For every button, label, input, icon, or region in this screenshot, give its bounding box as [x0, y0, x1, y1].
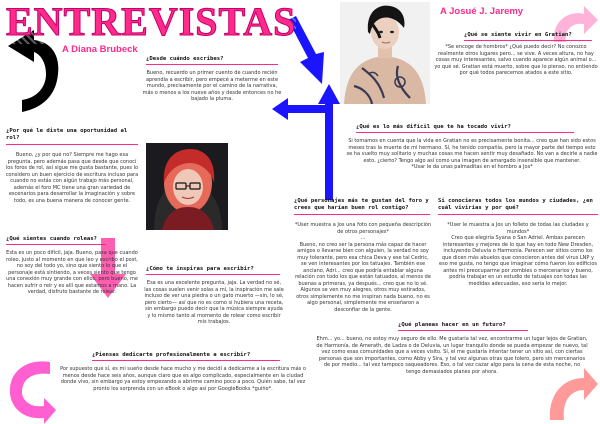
- question-left-5: ¿Piensas dedicarte profesionalmente a escribir?: [92, 352, 280, 361]
- answer-left-3: Esta es un poco difícil, jaja. Bueno, pasa que cuando roleo, justo al momento en que leo y escribo el post, no soy del todo yo, sino que siento lo que el personaje está sintiendo, a veces siento que tengo una conexión muy grande con ellos, pero bueno, me hacen sufrir o reír y es allí que estamos a mano. La verdad, disfruto bastante de rolear.: [6, 250, 138, 295]
- question-left-3: ¿Qué sientes cuando roleas?: [6, 236, 106, 245]
- answer-left-4: Esa es una excelente pregunta, jaja. La verdad no sé, las cosas suelen venir solas a mí, la inspiración me sale incluso de ver una piedra o un gato muerto —sin, lo sé, pero cierto— así que no es como si hubiera una receta, sin embargo puedo decir que la música siempre ayuda y lo mismo tanto al momento de rolear como escribir mis trabajos.: [144, 280, 284, 325]
- answer-right-3: *User muestra a Jos una foto con pequeña descripción de otros personajes* ... Bueno, no creo ser la persona más capaz de hacer amigos o llevarse bien con alguien, la verdad no soy muy tolerante, pero esa chica Deva y ese tal Cedric, se ven interesantes por los tatuajes. También ese anciano, Adri... creo que podría entablar alguna relación con todo los que están tatuados, al menos de buenas a primeras, ya después... creo que no lo sé. Algunos se ven muy alegres, otros muy estirados, otros simplemente no me inspiran nada bueno, no es algo personal, simplemente me enseñaron a desconfiar de la gente.: [294, 222, 432, 313]
- question-left-1: ¿Desde cuándo escribes?: [146, 56, 278, 65]
- question-right-3: ¿Qué personajes más te gustan del foro y crees que harían buen rol contigo?: [294, 198, 430, 215]
- question-left-2: ¿Por qué le diste una oportunidad al rol?: [6, 128, 138, 145]
- josue-photo: [340, 2, 430, 104]
- answer-right-1: *Se encoge de hombros* ¿Qué puedo decir? No conozco realmente otros lugares pero... se vive. A veces altura, no hay cosas muy interesantes, salvo cuando aparece algún animal o... yo qué sé. Gratian está muerto, sobre que lo pienso, no entiendo por qué todos parecemos atados a este sitio.: [434, 44, 598, 76]
- magenta-curved-arrow-icon: [0, 352, 58, 424]
- answer-left-5: Por supuesto que sí, es mi sueño desde hace mucho y me decidí a dedicarme a la escritura más o menos desde hace seis años, aunque claro que es algo complicado, especialmente en la ciudad donde vivo, sin embargo ya estoy empezando a abrirme camino poco a poco. Quién sabe, tal vez pronto los sorprenda con un eBook o algo así por GoogleBooks *guiño*.: [60, 366, 306, 392]
- page-title: ENTREVISTAS: [6, 0, 297, 44]
- question-right-1: ¿Qué se siente vivir en Gratian?: [464, 32, 592, 41]
- diana-photo: [146, 143, 228, 230]
- answer-left-1: Bueno, recuerdo un primer cuento de cuando recién aprendía a escribir, pero empecé a meterme en este mundo, precisamente por el camino de la narrativa, más o menos a los nueve años y desde entonces no he bajado la pluma.: [142, 70, 282, 102]
- answer-right-4: *User le muestra a Jos un folleto de todas las ciudades y mundos* Creo que elegiría Syana o San Adriel. Ambas parecen interesantes y mejores de lo que hay en todo New Dresden, incluyendo Deluvia o Harmonía. Parecen ser sitios como los que dicen más abuelos que conocieron antes del virus LNP y eso me gusta, no tengo que imaginar cómo fueron los edificios antes mi preocuparme por zombies o mercenarios y bueno, podría trabajar en un estudio de tatuajes con todas las medidas adecuadas, eso sería lo mejor.: [439, 222, 597, 287]
- author-right-heading: A Josué J. Jaremy: [440, 6, 524, 17]
- author-left-heading: A Diana Brubeck: [62, 44, 138, 55]
- question-right-4: Si conocieras todos los mundos y ciudades, ¿en cuál vivirías y por qué?: [438, 198, 598, 215]
- question-left-4: ¿Cómo te inspiras para escribir?: [146, 266, 280, 275]
- question-right-5: ¿Qué planeas hacer en un futuro?: [398, 322, 528, 331]
- answer-right-2: Si tomamos en cuenta que la vida en Gratian no es precisamente bonita... creo que han sido estos meses tras la muerte de mi hermano. Sí, he tenido compañía, pero la mayor parte del tiempo esto se ha vuelto muy solitario y muchas cosas me hacen sentir muy desafiado. No van a decirle a nadie esto, ¿cierto? Tengo algo así como una imagen de amargado insensible que mantener. *Usar le da unas palmaditas en el hombro a Jos*: [346, 138, 598, 170]
- answer-right-5: Ehm... yo... bueno, no estoy muy seguro de ello. Me gustaría tal vez, encontrarme un lugar lejos de Gratian, de Harmonía, de Amerath, de Ladza o de Deluvia, un lugar tranquilo donde se pueda empezar de nuevo, tal vez como esas comunidades que a veces visito. Sí, el me gustaría intentar tener un sitio así, con ciertas personas que son importantes, como Abby y Sira, y tal vez algunas otras que tolero, pero sin mercenarios de por medio... tal vez tampoco saqueadores. Eso, o tal vez cazar algo para la cena de esta noche, no tengo demasiados planes por ahora.: [316, 336, 588, 375]
- answer-left-2: Bueno, ¿y por qué no? Siempre me hago esa pregunta, pero además pasa que desde que conocí los foros de rol, así sigue me gusta bastante, pues lo considero un buen ejercicio de escritura incluso para cuando no estás con algún trabajo más personal, además el foro MC tiene una gran variedad de escenarios para desarrollar la imaginación y sobre todo, es una buena manera de conocer gente.: [5, 152, 139, 204]
- question-right-2: ¿Qué es lo más difícil que te ha tocado vivir?: [356, 124, 574, 133]
